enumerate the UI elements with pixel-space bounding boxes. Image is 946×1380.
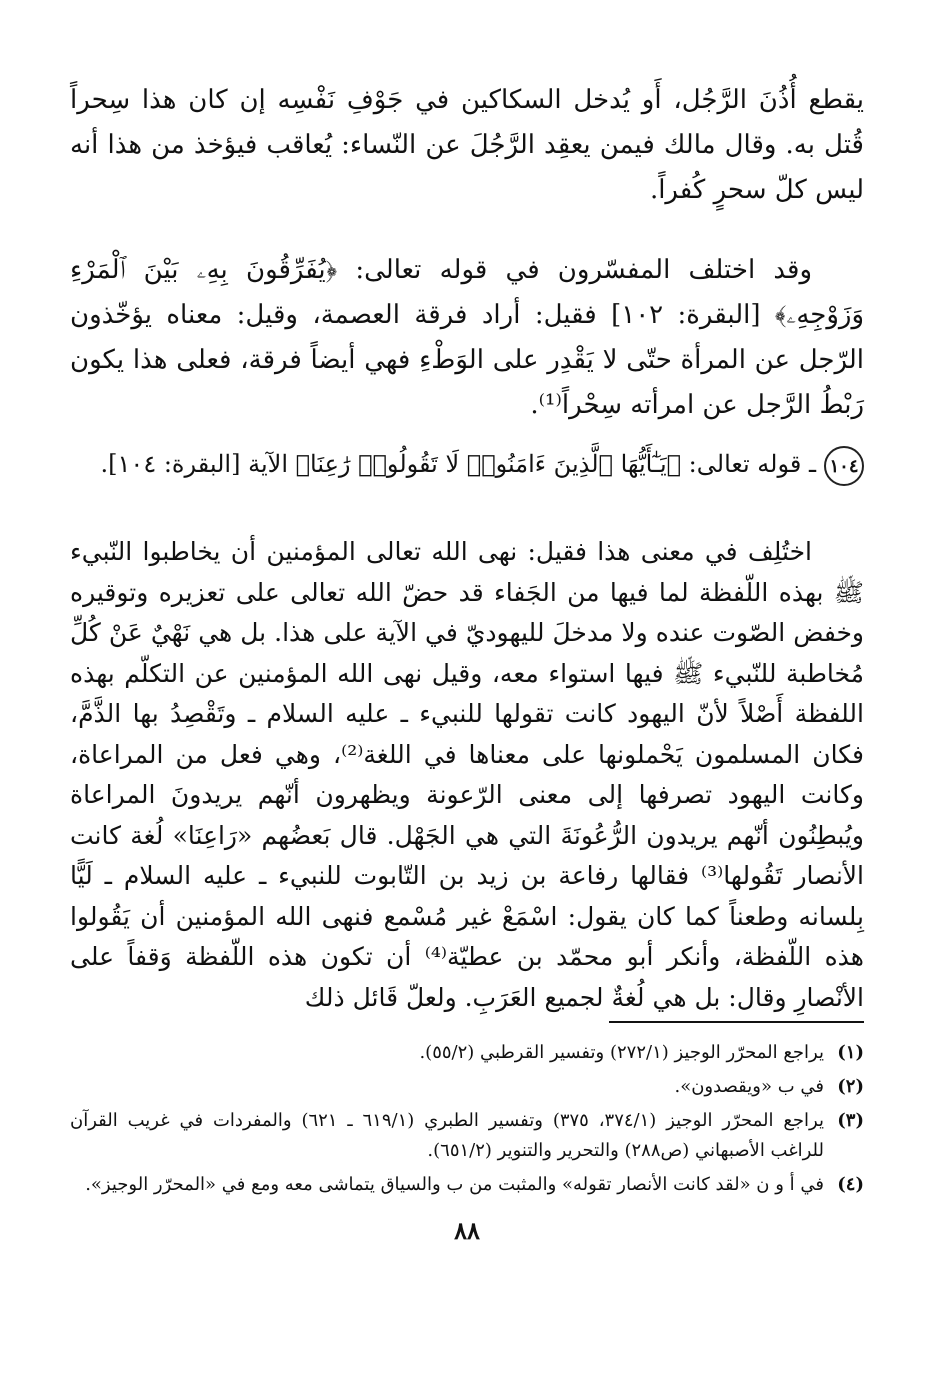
- footnote-text: في ب «ويقصدون».: [674, 1076, 824, 1097]
- footnotes-section: [70, 1038, 864, 1204]
- intro-paragraph: يقطع أُذُنَ الرَّجُل، أَو يُدخل السكاكين في جَوْفِ نَفْسِه إن كان هذا سِحراً قُتل به. وقال مالك فيمن يعقِد الرَّجُلَ عن النّساء: يُعاقب فيؤخذ من هذا أنه ليس كلّ سحرٍ كُفراً.: [70, 85, 864, 205]
- footnote-number: (٢): [837, 1076, 864, 1097]
- footnote-number: (٣): [837, 1110, 864, 1131]
- footnote-text: يراجع المحرّر الوجيز (٣٧٤/١، ٣٧٥) وتفسير الطبري (٦١٩/١ ـ ٦٢١) والمفردات في غريب القرآن للراغب الأصبهاني (ص٢٨٨) والتحرير والتنوير (٦٥١/٢).: [70, 1110, 824, 1161]
- footnote-item: [70, 1038, 864, 1068]
- tafsir-paragraph: وقد اختلف المفسّرون في قوله تعالى: ﴿يُفَرِّقُونَ بِهِۦ بَيْنَ ٱلْمَرْءِ وَزَوْجِهِۦ﴾ [البقرة: ١٠٢] فقيل: أراد فرقة العصمة، وقيل: معناه يؤخّذون الرّجل عن المرأة حتّى لا يَقْدِر على الوَطْءِ فهي أيضاً فرقة، فعلى هذا يكون رَبْطُ الرَّجل عن امرأته سِحْراً⁽¹⁾.: [70, 255, 865, 420]
- footnote-number: (٤): [837, 1174, 864, 1195]
- footnote-number: (١): [837, 1042, 864, 1063]
- footnote-separator: [609, 1021, 864, 1023]
- footnote-item: [70, 1106, 864, 1166]
- footnote-text: في أ و ن «لقد كانت الأنصار تقوله» والمثبت من ب والسياق يتماشى معه ومع في «المحرّر الوجيز».: [85, 1174, 824, 1195]
- verse-heading-text: ـ قوله تعالى: ﴿يَـٰٓأَيُّهَا ٱلَّذِينَ ءَامَنُوا۟ لَا تَقُولُوا۟ رَٰعِنَا﴾ الآية [البقرة: ١٠٤].: [100, 450, 816, 478]
- footnote-text: يراجع المحرّر الوجيز (٢٧٢/١) وتفسير القرطبي (٥٥/٢).: [419, 1042, 824, 1063]
- verse-number-badge: ١٠٤: [824, 446, 864, 486]
- page-number: ٨٨: [454, 1216, 480, 1245]
- book-page: [70, 78, 864, 1380]
- footnote-item: [70, 1072, 864, 1102]
- verse-heading: [70, 442, 864, 532]
- main-commentary-paragraph: اختُلِف في معنى هذا فقيل: نهى الله تعالى المؤمنين أن يخاطبوا النّبيء ﷺ بهذه اللّفظة لما فيها من الجَفاء قد حضّ الله تعالى على تعزيره وتوقيره وخفض الصّوت عنده ولا مدخلَ لليهوديّ في الآية على هذا. بل هي نَهْيٌ عَنْ كُلِّ مُخاطبة للنّبيء ﷺ فيها استواء معه، وقيل نهى الله المؤمنين عن التكلّم بهذه اللفظة أَصْلاً لأنّ اليهود كانت تقولها للنبيء ـ عليه السلام ـ وتَقْصِدُ بها الذَّمَّ، فكان المسلمون يَحْملونها على معناها في اللغة⁽²⁾، وهي فعل من المراعاة، وكانت اليهود تصرفها إلى معنى الرّعونة ويظهرون أنّهم يريدونَ المراعاة ويُبطِنُون أنّهم يريدون الرُّعُونَةَ التي هي الجَهْل. قال بَعضُهم «رَاعِنَا» لُغة كانت الأنصار تَقُولها⁽³⁾ فقالها رفاعة بن زيد بن التّابوت للنبيء ـ عليه السلام ـ لَيًّا بِلسانه وطعناً كما كان يقول: اسْمَعْ غير مُسْمع فنهى الله المؤمنين أن يَقُولوا هذه اللّفظة، وأنكر أبو محمّد بن عطيّة⁽⁴⁾ أن تكون هذه اللّفظة وَقفاً على الأنْصارِ وقال: بل هي لُغةٌ لجميع العَرَبِ. ولعلّ قَائل ذلك: [70, 537, 864, 1012]
- footnote-item: [70, 1170, 864, 1200]
